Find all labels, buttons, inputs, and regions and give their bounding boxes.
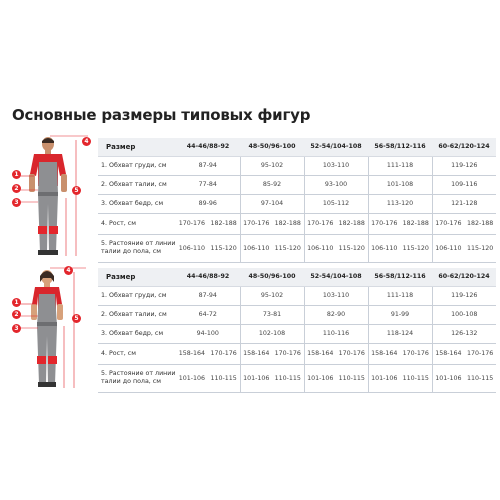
cell-value: 101-106 <box>178 374 206 382</box>
cell-value: 106-110 <box>178 244 206 252</box>
table-cell <box>176 213 240 234</box>
cell-value: 101-106 <box>243 374 270 382</box>
table-cell <box>304 343 368 364</box>
size-group: 48-50/96-100 <box>240 268 304 286</box>
table-row <box>98 156 496 175</box>
row-label: 5. Растояние от линии талии до пола, см <box>98 364 176 392</box>
table-cell <box>432 213 496 234</box>
cell-value: 170-176 <box>243 220 270 227</box>
table-row <box>98 324 496 343</box>
table-cell: 73-81 <box>240 305 304 324</box>
table-cell: 87-94 <box>176 286 240 305</box>
cell-value: 110-115 <box>274 374 301 382</box>
row-label: 4. Рост, см <box>98 213 176 234</box>
table-cell <box>432 343 496 364</box>
table-cell: 111-118 <box>368 286 432 305</box>
cell-value: 182-188 <box>402 220 429 227</box>
table-cell: 93-100 <box>304 175 368 194</box>
cell-value: 182-188 <box>210 220 237 227</box>
table-cell: 101-108 <box>368 175 432 194</box>
table-cell <box>176 343 240 364</box>
size-group: 44-46/88-92 <box>176 138 240 156</box>
table-cell <box>240 364 304 392</box>
size-group: 60-62/120-124 <box>432 138 496 156</box>
row-label: 3. Обхват бедр, см <box>98 324 176 343</box>
table-cell <box>240 343 304 364</box>
marker-4: 4 <box>64 266 73 275</box>
size-header: Размер <box>98 268 176 286</box>
size-group: 56-58/112-116 <box>368 268 432 286</box>
cell-value: 106-110 <box>307 244 334 252</box>
marker-1: 1 <box>12 298 21 307</box>
table-row <box>98 194 496 213</box>
table-header-row <box>98 138 496 156</box>
row-label: 2. Обхват талии, см <box>98 305 176 324</box>
table-cell: 77-84 <box>176 175 240 194</box>
table-cell <box>176 364 240 392</box>
cell-value: 170-176 <box>307 220 334 227</box>
male-figure <box>0 134 98 260</box>
size-table-male <box>98 138 496 263</box>
table-cell: 95-102 <box>240 156 304 175</box>
row-label: 4. Рост, см <box>98 343 176 364</box>
table-cell <box>432 364 496 392</box>
cell-value: 106-110 <box>371 244 398 252</box>
table-cell: 64-72 <box>176 305 240 324</box>
table-cell: 87-94 <box>176 156 240 175</box>
cell-value: 106-110 <box>435 244 462 252</box>
table-cell: 103-110 <box>304 286 368 305</box>
table-cell: 110-116 <box>304 324 368 343</box>
size-group: 48-50/96-100 <box>240 138 304 156</box>
table-cell: 111-118 <box>368 156 432 175</box>
table-cell: 94-100 <box>176 324 240 343</box>
table-row <box>98 175 496 194</box>
table-cell: 102-108 <box>240 324 304 343</box>
cell-value: 115-120 <box>466 244 494 252</box>
row-label: 3. Обхват бедр, см <box>98 194 176 213</box>
table-row <box>98 305 496 324</box>
cell-value: 170-176 <box>178 220 206 227</box>
table-cell: 97-104 <box>240 194 304 213</box>
table-cell: 100-108 <box>432 305 496 324</box>
table-cell: 89-96 <box>176 194 240 213</box>
table-cell <box>432 234 496 262</box>
table-header-row <box>98 268 496 286</box>
table-cell: 82-90 <box>304 305 368 324</box>
marker-5: 5 <box>72 186 81 195</box>
table-cell: 126-132 <box>432 324 496 343</box>
table-row <box>98 234 496 262</box>
marker-4: 4 <box>82 137 91 146</box>
size-group: 60-62/120-124 <box>432 268 496 286</box>
table-row <box>98 286 496 305</box>
marker-5: 5 <box>72 314 81 323</box>
cell-value: 182-188 <box>274 220 301 227</box>
cell-value: 170-176 <box>210 350 237 357</box>
table-cell: 103-110 <box>304 156 368 175</box>
size-group: 44-46/88-92 <box>176 268 240 286</box>
cell-value: 170-176 <box>371 220 398 227</box>
marker-2: 2 <box>12 184 21 193</box>
row-label: 1. Обхват груди, см <box>98 156 176 175</box>
row-label: 2. Обхват талии, см <box>98 175 176 194</box>
table-cell <box>176 234 240 262</box>
female-figure <box>0 266 98 392</box>
cell-value: 110-115 <box>210 374 237 382</box>
cell-value: 110-115 <box>402 374 429 382</box>
cell-value: 106-110 <box>243 244 270 252</box>
size-group: 56-58/112-116 <box>368 138 432 156</box>
cell-value: 170-176 <box>402 350 429 357</box>
male-figure-illustration <box>0 134 98 260</box>
table-cell: 95-102 <box>240 286 304 305</box>
cell-value: 170-176 <box>466 350 494 357</box>
table-cell <box>304 364 368 392</box>
cell-value: 158-164 <box>307 350 334 357</box>
table-cell <box>240 234 304 262</box>
table-cell: 121-128 <box>432 194 496 213</box>
table-cell: 109-116 <box>432 175 496 194</box>
table-cell <box>368 234 432 262</box>
table-row <box>98 213 496 234</box>
cell-value: 101-106 <box>307 374 334 382</box>
cell-value: 110-115 <box>466 374 494 382</box>
table-cell: 105-112 <box>304 194 368 213</box>
table-cell: 119-126 <box>432 156 496 175</box>
table-row <box>98 364 496 392</box>
size-group: 52-54/104-108 <box>304 268 368 286</box>
table-row <box>98 343 496 364</box>
marker-2: 2 <box>12 310 21 319</box>
table-cell <box>368 343 432 364</box>
table-cell: 119-126 <box>432 286 496 305</box>
cell-value: 110-115 <box>338 374 365 382</box>
cell-value: 158-164 <box>435 350 462 357</box>
size-header: Размер <box>98 138 176 156</box>
cell-value: 101-106 <box>435 374 462 382</box>
table-cell: 118-124 <box>368 324 432 343</box>
cell-value: 158-164 <box>243 350 270 357</box>
table-cell <box>240 213 304 234</box>
cell-value: 115-120 <box>274 244 301 252</box>
cell-value: 170-176 <box>338 350 365 357</box>
row-label: 5. Растояние от линии талии до пола, см <box>98 234 176 262</box>
marker-3: 3 <box>12 198 21 207</box>
cell-value: 170-176 <box>274 350 301 357</box>
size-group: 52-54/104-108 <box>304 138 368 156</box>
cell-value: 182-188 <box>338 220 365 227</box>
marker-1: 1 <box>12 170 21 179</box>
row-label: 1. Обхват груди, см <box>98 286 176 305</box>
table-cell <box>368 213 432 234</box>
cell-value: 101-106 <box>371 374 398 382</box>
cell-value: 115-120 <box>210 244 237 252</box>
marker-3: 3 <box>12 324 21 333</box>
table-cell: 113-120 <box>368 194 432 213</box>
cell-value: 158-164 <box>178 350 206 357</box>
cell-value: 158-164 <box>371 350 398 357</box>
size-table-female <box>98 268 496 393</box>
table-cell: 91-99 <box>368 305 432 324</box>
table-cell <box>304 213 368 234</box>
table-cell <box>368 364 432 392</box>
table-cell: 85-92 <box>240 175 304 194</box>
cell-value: 170-176 <box>435 220 462 227</box>
cell-value: 182-188 <box>466 220 494 227</box>
page-title: Основные размеры типовых фигур <box>12 106 311 124</box>
cell-value: 115-120 <box>338 244 365 252</box>
cell-value: 115-120 <box>402 244 429 252</box>
table-cell <box>304 234 368 262</box>
